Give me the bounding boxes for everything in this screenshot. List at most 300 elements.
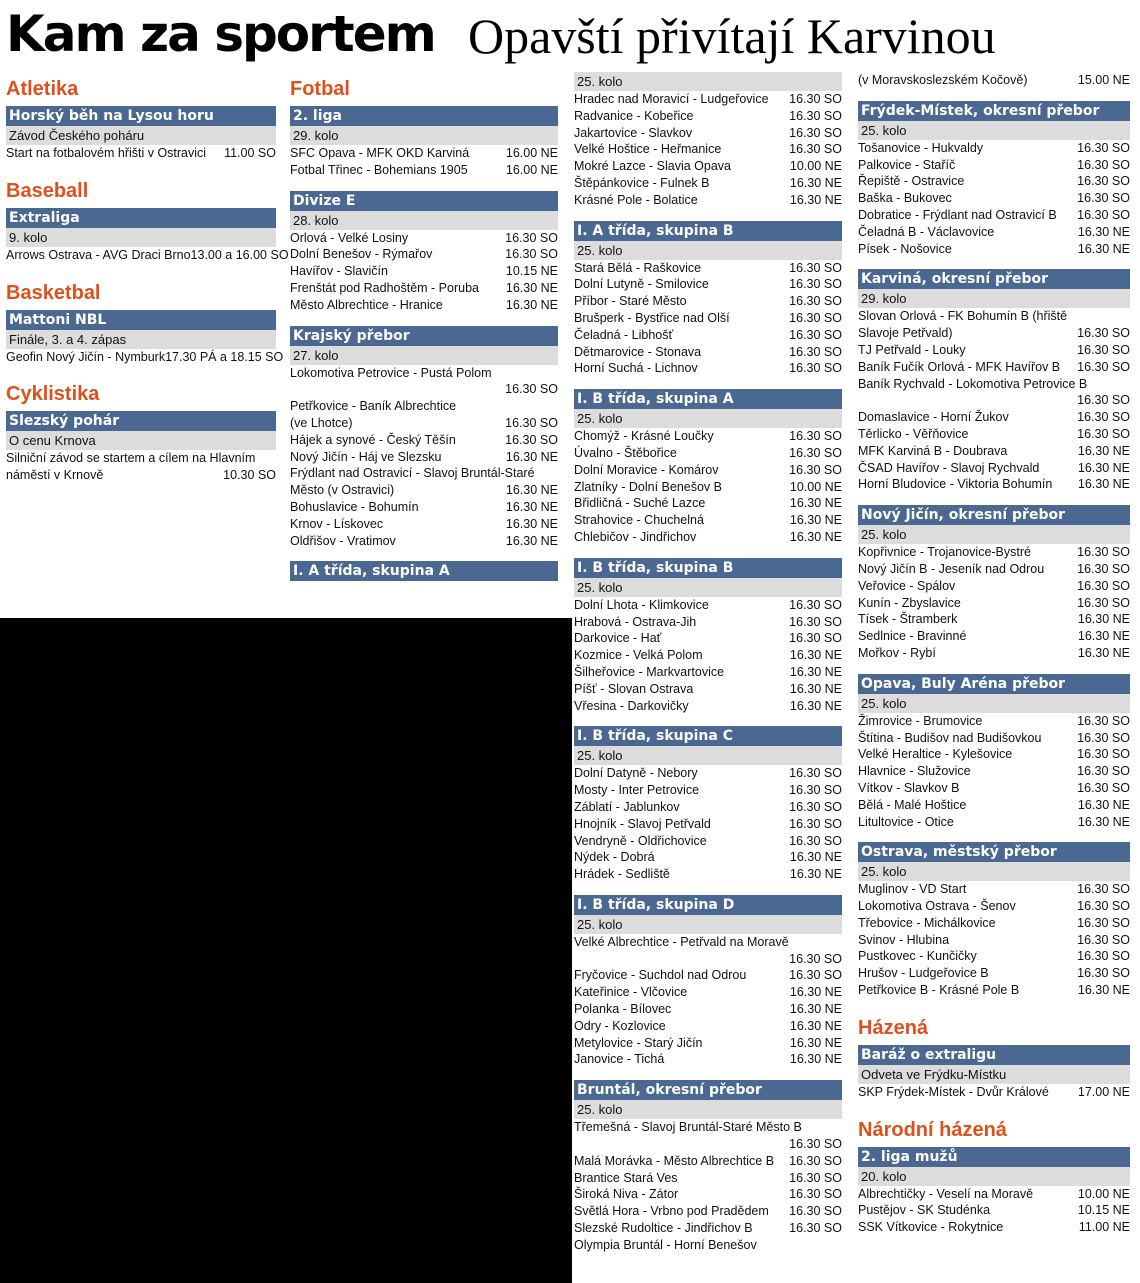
- match-row: [858, 1202, 1130, 1219]
- match-teams: Odry - Kozlovice: [574, 1018, 666, 1033]
- match-teams: Slavoje Petřvald): [858, 326, 953, 341]
- match-teams: Hrádek - Sedliště: [574, 867, 670, 882]
- match-row: [858, 241, 1130, 258]
- match-teams: Hrabová - Ostrava-Jih: [574, 614, 697, 629]
- match-teams: Čeladná B - Václavovice: [858, 224, 995, 239]
- match-row: [858, 881, 1130, 898]
- match-time: 15.00 NE: [1077, 73, 1130, 87]
- match-time: 16.30 SO: [789, 361, 842, 376]
- match-teams: Světlá Hora - Vrbno pod Pradědem: [574, 1204, 769, 1219]
- match-row: [290, 516, 558, 533]
- match-teams: Arrows Ostrava - AVG Draci Brno: [6, 247, 191, 262]
- section-gap: [290, 179, 558, 189]
- match-time: 16.30 SO: [505, 382, 558, 397]
- match-teams: Žimrovice - Brumovice: [858, 713, 983, 728]
- match-row: [6, 467, 276, 484]
- match-time: 16.30 NE: [505, 297, 558, 312]
- match-time: [802, 1119, 842, 1136]
- league-header: I. A třída, skupina A: [290, 561, 558, 581]
- match-time: 16.30 SO: [1077, 207, 1130, 222]
- match-row: [6, 450, 276, 467]
- match-row: [574, 141, 842, 158]
- match-teams: Dolní Datyně - Nebory: [574, 766, 698, 781]
- match-row: [574, 1001, 842, 1018]
- match-teams: Bělá - Malé Hoštice: [858, 797, 967, 812]
- match-time: 16.30 SO: [789, 429, 842, 444]
- match-time: 16.30 NE: [505, 483, 558, 498]
- match-teams: Mokré Lazce - Slavia Opava: [574, 159, 732, 174]
- match-row: [574, 91, 842, 108]
- match-teams: Chomýž - Krásné Loučky: [574, 429, 714, 444]
- match-row: [290, 482, 558, 499]
- match-row: [858, 376, 1130, 393]
- match-time: 16.30 NE: [789, 664, 842, 679]
- match-row: [858, 1186, 1130, 1203]
- match-time: [498, 398, 558, 415]
- match-teams: Jakartovice - Slavkov: [574, 125, 693, 140]
- match-time: 16.30 SO: [789, 614, 842, 629]
- match-time: 16.30 NE: [789, 529, 842, 544]
- match-time: 16.30 NE: [1077, 241, 1130, 256]
- match-teams: Velké Hoštice - Heřmanice: [574, 142, 722, 157]
- match-row: [858, 359, 1130, 376]
- sport-category: Fotbal: [290, 78, 350, 100]
- match-time: 16.30 SO: [1077, 561, 1130, 576]
- match-time: 16.30 SO: [1077, 191, 1130, 206]
- match-time: 16.30 SO: [1077, 426, 1130, 441]
- section-gap: [574, 1068, 842, 1078]
- match-teams: Třebovice - Michálkovice: [858, 915, 996, 930]
- match-row: [858, 915, 1130, 932]
- league-header: I. B třída, skupina B: [574, 558, 842, 578]
- match-time: 16.30 SO: [789, 968, 842, 983]
- match-teams: Domaslavice - Horní Žukov: [858, 410, 1009, 425]
- match-row: [858, 224, 1130, 241]
- match-time: 16.30 NE: [789, 698, 842, 713]
- league-header: Opava, Buly Aréna přebor: [858, 674, 1130, 694]
- section-gap: [574, 883, 842, 893]
- match-time: 16.00 NE: [505, 162, 558, 177]
- match-time: 10.15 NE: [505, 264, 558, 279]
- match-teams: Slezské Rudoltice - Jindřichov B: [574, 1221, 753, 1236]
- match-teams: Svinov - Hlubina: [858, 932, 950, 947]
- match-row: [858, 190, 1130, 207]
- match-row: [574, 1035, 842, 1052]
- match-teams: Úvalno - Štěbořice: [574, 445, 677, 460]
- round-label: 25. kolo: [574, 409, 842, 428]
- match-teams: Brantice Stará Ves: [574, 1170, 678, 1185]
- round-label: Finále, 3. a 4. zápas: [6, 330, 276, 349]
- match-row: [574, 614, 842, 631]
- match-teams: Příbor - Staré Město: [574, 294, 687, 309]
- round-label: Odveta ve Frýdku-Místku: [858, 1065, 1130, 1084]
- match-time: 16.30 SO: [1077, 410, 1130, 425]
- match-row: [574, 664, 842, 681]
- match-row: [858, 982, 1130, 999]
- match-row: [574, 445, 842, 462]
- match-teams: Krásné Pole - Bolatice: [574, 192, 698, 207]
- match-teams: ČSAD Havířov - Slavoj Rychvald: [858, 460, 1040, 475]
- match-teams: Albrechtičky - Veselí na Moravě: [858, 1186, 1034, 1201]
- match-row: [858, 814, 1130, 831]
- league-header: Horský běh na Lysou horu: [6, 106, 276, 126]
- match-teams: Stará Bělá - Raškovice: [574, 260, 702, 275]
- match-time: 16.30 SO: [789, 327, 842, 342]
- match-teams: Dobratice - Frýdlant nad Ostravicí B: [858, 207, 1057, 222]
- match-teams: Slovan Orlová - FK Bohumín B (hřiště: [858, 309, 1068, 324]
- match-time: 16.30 SO: [789, 1170, 842, 1185]
- match-row: [574, 344, 842, 361]
- match-row: [290, 145, 558, 162]
- match-row: [858, 140, 1130, 157]
- match-time: 16.30 SO: [789, 1153, 842, 1168]
- league-header: I. B třída, skupina A: [574, 389, 842, 409]
- match-row: [574, 479, 842, 496]
- match-teams: Geofin Nový Jičín - Nymburk: [6, 349, 166, 364]
- section-gap: [858, 999, 1130, 1011]
- match-teams: Město Albrechtice - Hranice: [290, 297, 443, 312]
- match-time: [535, 465, 558, 482]
- match-row: [858, 325, 1130, 342]
- match-teams: Vřesina - Darkovičky: [574, 698, 689, 713]
- match-teams: Hrušov - Ludgeřovice B: [858, 966, 989, 981]
- match-time: 16.30 NE: [505, 449, 558, 464]
- round-label: 25. kolo: [858, 694, 1130, 713]
- league-header: 2. liga: [290, 106, 558, 126]
- match-teams: Frenštát pod Radhoštěm - Poruba: [290, 280, 479, 295]
- match-time: 16.30 SO: [789, 142, 842, 157]
- column-3: [574, 72, 842, 1254]
- match-row: [574, 1051, 842, 1068]
- match-teams: Radvanice - Kobeřice: [574, 108, 694, 123]
- match-row: [574, 293, 842, 310]
- match-teams: Řepiště - Ostravice: [858, 174, 965, 189]
- match-row: [574, 1153, 842, 1170]
- match-time: [1070, 308, 1130, 325]
- round-label: O cenu Krnova: [6, 431, 276, 450]
- column-2: [290, 72, 558, 581]
- match-teams: Zlatníky - Dolní Benešov B: [574, 479, 722, 494]
- match-time: 10.30 SO: [223, 468, 276, 483]
- section-gap: [574, 714, 842, 724]
- match-row: [858, 611, 1130, 628]
- round-label: 25. kolo: [574, 578, 842, 597]
- match-time: 16.30 SO: [789, 277, 842, 292]
- match-teams: Píšť - Slovan Ostrava: [574, 681, 694, 696]
- league-header: Bruntál, okresní přebor: [574, 1080, 842, 1100]
- section-gap: [6, 264, 276, 276]
- match-teams: Těrlicko - Věřňovice: [858, 426, 969, 441]
- match-time: 16.30 SO: [789, 260, 842, 275]
- match-time: 17.30 PÁ a 18.15 SO: [165, 349, 284, 364]
- league-header: Divize E: [290, 191, 558, 211]
- match-teams: Fotbal Třinec - Bohemians 1905: [290, 162, 468, 177]
- match-time: 16.30 NE: [789, 1002, 842, 1017]
- sport-category: Cyklistika: [6, 383, 100, 406]
- match-teams: Muglinov - VD Start: [858, 882, 967, 897]
- match-time: 16.30 NE: [789, 1052, 842, 1067]
- match-teams: Litultovice - Otice: [858, 814, 954, 829]
- match-time: 10.00 NE: [789, 159, 842, 174]
- match-time: 16.30 SO: [1077, 545, 1130, 560]
- match-teams: Chlebičov - Jindřichov: [574, 529, 697, 544]
- match-row: [858, 595, 1130, 612]
- round-label: 25. kolo: [574, 72, 842, 91]
- match-time: 16.30 NE: [789, 1018, 842, 1033]
- section-gap: [574, 377, 842, 387]
- round-label: 25. kolo: [574, 241, 842, 260]
- league-header: I. A třída, skupina B: [574, 221, 842, 241]
- match-row: [858, 409, 1130, 426]
- match-teams: SKP Frýdek-Místek - Dvůr Králové: [858, 1084, 1049, 1099]
- match-time: 16.30 SO: [1077, 326, 1130, 341]
- match-row: [574, 934, 842, 951]
- match-teams: Nýdek - Dobrá: [574, 850, 655, 865]
- round-label: 25. kolo: [574, 746, 842, 765]
- match-teams: Darkovice - Hať: [574, 631, 662, 646]
- match-time: 16.00 NE: [505, 146, 558, 160]
- match-row: [858, 72, 1130, 89]
- match-teams: Mosty - Inter Petrovice: [574, 783, 700, 798]
- section-gap: [858, 662, 1130, 672]
- match-row: [574, 681, 842, 698]
- match-teams: Nový Jičín - Háj ve Slezsku: [290, 449, 442, 464]
- match-row: [574, 125, 842, 142]
- match-row: [574, 360, 842, 377]
- match-row: [6, 349, 284, 366]
- match-teams: Pustkovec - Kunčičky: [858, 949, 977, 964]
- match-time: 16.30 SO: [1077, 747, 1130, 762]
- match-row: [574, 984, 842, 1001]
- match-teams: Kateřinice - Vlčovice: [574, 985, 688, 1000]
- match-time: 16.30 SO: [789, 631, 842, 646]
- match-teams: Dolní Moravice - Komárov: [574, 462, 719, 477]
- match-time: [255, 450, 276, 467]
- match-time: 16.30 SO: [1077, 932, 1130, 947]
- match-time: 16.30 NE: [1077, 629, 1130, 644]
- match-row: [574, 158, 842, 175]
- match-teams: Orlová - Velké Losiny: [290, 230, 409, 245]
- match-time: 16.30 NE: [1077, 460, 1130, 475]
- section-gap: [858, 493, 1130, 503]
- match-row: [858, 561, 1130, 578]
- match-time: 16.30 SO: [1077, 915, 1130, 930]
- match-row: [574, 175, 842, 192]
- match-time: 16.30 SO: [505, 247, 558, 262]
- match-teams: [574, 1136, 782, 1153]
- match-teams: Hájek a synové - Český Těšín: [290, 432, 456, 447]
- match-row: [858, 1219, 1130, 1236]
- match-row: [290, 230, 558, 247]
- match-row: [858, 730, 1130, 747]
- match-teams: Strahovice - Chuchelná: [574, 513, 704, 528]
- match-teams: náměstí v Krnově: [6, 468, 104, 483]
- match-time: 11.00 NE: [1078, 1220, 1130, 1235]
- section-gap: [6, 365, 276, 377]
- match-time: 16.30 SO: [789, 951, 842, 966]
- match-time: 16.30 SO: [789, 445, 842, 460]
- match-row: [574, 428, 842, 445]
- league-header: Krajský přebor: [290, 326, 558, 346]
- match-time: 16.30 SO: [1077, 393, 1130, 408]
- match-time: 16.30 SO: [1077, 578, 1130, 593]
- match-row: [858, 157, 1130, 174]
- match-row: [858, 965, 1130, 982]
- match-teams: Veřovice - Spálov: [858, 578, 956, 593]
- match-time: 16.30 NE: [789, 513, 842, 528]
- match-time: 16.30 SO: [789, 92, 842, 106]
- match-row: [858, 780, 1130, 797]
- match-teams: Start na fotbalovém hřišti v Ostravici: [6, 146, 207, 160]
- match-teams: Baník Fučík Orlová - MFK Havířov B: [858, 359, 1061, 374]
- match-time: 10.15 NE: [1077, 1203, 1130, 1218]
- match-time: 16.30 NE: [1077, 224, 1130, 239]
- match-time: 16.30 SO: [1077, 899, 1130, 914]
- match-teams: Třemešná - Slavoj Bruntál-Staré Město B: [574, 1120, 802, 1135]
- match-row: [574, 630, 842, 647]
- match-time: 16.30 SO: [1077, 713, 1130, 728]
- match-teams: Lokomotiva Petrovice - Pustá Polom: [290, 365, 492, 380]
- match-teams: Břidličná - Suché Lazce: [574, 496, 706, 511]
- match-time: 16.30 NE: [789, 496, 842, 511]
- sport-category: Baseball: [6, 179, 89, 202]
- match-teams: Polanka - Bílovec: [574, 1002, 672, 1017]
- match-row: [574, 1186, 842, 1203]
- match-teams: Velké Albrechtice - Petřvald na Moravě: [574, 934, 789, 949]
- match-teams: Palkovice - Staříč: [858, 157, 956, 172]
- match-row: [858, 898, 1130, 915]
- match-row: [858, 342, 1130, 359]
- match-teams: Baška - Bukovec: [858, 191, 952, 206]
- match-row: [6, 145, 276, 162]
- match-time: 16.30 NE: [789, 681, 842, 696]
- match-teams: Frýdlant nad Ostravicí - Slavoj Bruntál-Staré: [290, 466, 535, 481]
- match-teams: Záblatí - Jablunkov: [574, 799, 680, 814]
- match-teams: Štěpánkovice - Fulnek B: [574, 175, 710, 190]
- match-time: 16.30 SO: [789, 816, 842, 831]
- match-time: [1087, 376, 1130, 393]
- match-time: 16.30 NE: [1077, 443, 1130, 458]
- match-row: [858, 173, 1130, 190]
- match-teams: Petřkovice - Baník Albrechtice: [290, 399, 457, 414]
- round-label: 20. kolo: [858, 1167, 1130, 1186]
- match-teams: Velké Heraltice - Kylešovice: [858, 747, 1013, 762]
- league-header: 2. liga mužů: [858, 1147, 1130, 1167]
- match-time: 16.30 SO: [1077, 157, 1130, 172]
- league-header: I. B třída, skupina D: [574, 895, 842, 915]
- match-teams: Dolní Benešov - Rýmařov: [290, 247, 433, 262]
- match-time: 16.30 SO: [1077, 949, 1130, 964]
- match-row: [290, 246, 558, 263]
- match-row: [290, 365, 558, 382]
- match-teams: Havířov - Slavičín: [290, 264, 388, 279]
- match-teams: Vendryně - Oldřichovice: [574, 833, 707, 848]
- match-row: [574, 765, 842, 782]
- match-time: 10.00 NE: [1077, 1186, 1130, 1201]
- match-teams: [290, 381, 498, 398]
- match-row: [290, 415, 558, 432]
- match-row: [574, 276, 842, 293]
- match-teams: Mořkov - Rybí: [858, 645, 936, 660]
- match-time: 16.30 SO: [789, 294, 842, 309]
- match-row: [858, 746, 1130, 763]
- match-row: [858, 578, 1130, 595]
- round-label: 25. kolo: [858, 862, 1130, 881]
- match-row: [574, 799, 842, 816]
- match-row: [290, 297, 558, 314]
- match-row: [574, 260, 842, 277]
- match-teams: Hlavnice - Služovice: [858, 764, 971, 779]
- match-row: [574, 597, 842, 614]
- match-row: [574, 512, 842, 529]
- match-time: 16.30 SO: [789, 125, 842, 140]
- match-time: 16.30 SO: [789, 799, 842, 814]
- match-time: 16.30 SO: [789, 344, 842, 359]
- match-time: 11.00 SO: [224, 146, 276, 160]
- match-teams: Šilheřovice - Markvartovice: [574, 664, 725, 679]
- match-row: [290, 533, 558, 550]
- match-row: [574, 647, 842, 664]
- match-time: 16.30 SO: [1077, 359, 1130, 374]
- match-teams: Dětmarovice - Stonava: [574, 344, 702, 359]
- match-row: [858, 932, 1130, 949]
- match-row: [574, 849, 842, 866]
- match-row: [574, 967, 842, 984]
- match-teams: Petřkovice B - Krásné Pole B: [858, 983, 1020, 998]
- match-time: 13.00 a 16.00 SO: [190, 247, 289, 262]
- match-teams: MFK Karviná B - Doubrava: [858, 443, 1008, 458]
- match-teams: Lokomotiva Ostrava - Šenov: [858, 899, 1016, 914]
- match-teams: Horní Bludovice - Viktoria Bohumín: [858, 477, 1053, 492]
- match-teams: Tošanovice - Hukvaldy: [858, 140, 984, 155]
- match-row: [574, 1119, 842, 1136]
- match-time: 16.30 NE: [505, 280, 558, 295]
- column-1: [6, 72, 289, 484]
- page-subtitle: Opavští přivítají Karvinou: [468, 8, 996, 64]
- match-time: 16.30 NE: [789, 850, 842, 865]
- match-time: 17.00 NE: [1077, 1084, 1130, 1099]
- league-header: Extraliga: [6, 208, 276, 228]
- page-title: Kam za sportem: [6, 5, 435, 63]
- match-teams: Čeladná - Libhošť: [574, 327, 674, 342]
- page-header: [6, 0, 1136, 70]
- match-time: 10.00 NE: [789, 479, 842, 494]
- match-row: [290, 499, 558, 516]
- match-time: 16.30 NE: [1077, 814, 1130, 829]
- match-time: 16.30 SO: [1077, 595, 1130, 610]
- match-row: [574, 462, 842, 479]
- match-teams: Vítkov - Slavkov B: [858, 780, 960, 795]
- round-label: 29. kolo: [290, 126, 558, 145]
- match-teams: Hnojník - Slavoj Petřvald: [574, 816, 711, 831]
- match-time: 16.30 SO: [1077, 780, 1130, 795]
- match-teams: Písek - Nošovice: [858, 241, 952, 256]
- match-row: [858, 207, 1130, 224]
- match-time: [782, 1237, 842, 1254]
- match-teams: Dolní Lhota - Klimkovice: [574, 597, 709, 612]
- match-time: 16.30 SO: [505, 230, 558, 245]
- match-teams: Široká Niva - Zátor: [574, 1187, 679, 1202]
- match-teams: Štítina - Budišov nad Budišovkou: [858, 730, 1042, 745]
- round-label: 25. kolo: [858, 121, 1130, 140]
- section-gap: [858, 1101, 1130, 1113]
- match-row: [858, 443, 1130, 460]
- match-row: [574, 782, 842, 799]
- match-row: [574, 1203, 842, 1220]
- match-time: 16.30 SO: [1077, 966, 1130, 981]
- sport-category: Atletika: [6, 78, 79, 100]
- match-teams: Kopřivnice - Trojanovice-Bystré: [858, 545, 1031, 560]
